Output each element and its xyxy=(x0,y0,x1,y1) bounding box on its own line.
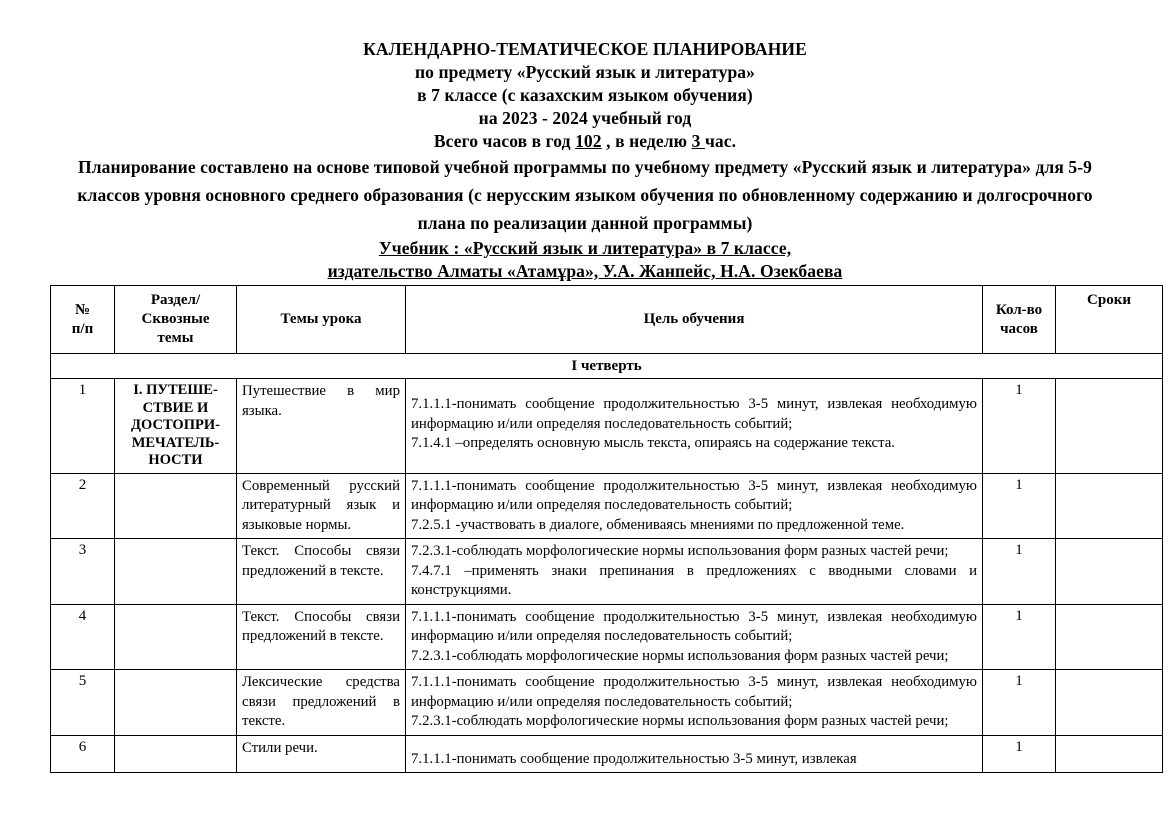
row-hours: 1 xyxy=(983,539,1056,605)
goal-line: 7.1.1.1-понимать сообщение продолжительностью 3-5 минут, извлекая xyxy=(411,750,857,767)
row-dates xyxy=(1056,539,1163,605)
column-header-hours xyxy=(983,286,1056,354)
column-header-hours-line1: Кол-во xyxy=(995,301,1043,318)
column-header-section-line2: Сквозные xyxy=(141,311,210,327)
section-line: ДОСТОПРИ- xyxy=(131,417,220,433)
goal-line: 7.1.1.1-понимать сообщение продолжительностью 3-5 минут, извлекая необходимую информацию и/или определяя последовательность событий; xyxy=(411,396,977,432)
row-goal xyxy=(406,539,983,605)
row-goal xyxy=(406,379,983,474)
row-section xyxy=(115,604,237,670)
goal-line: 7.4.7.1 –применять знаки препинания в предложениях с вводными словами и конструкциями. xyxy=(411,562,977,598)
section-line: I. ПУТЕШЕ- xyxy=(133,382,218,398)
column-header-section xyxy=(115,286,237,354)
goal-line: 7.1.1.1-понимать сообщение продолжительностью 3-5 минут, извлекая необходимую информацию и/или определяя последовательность событий; xyxy=(411,477,977,513)
row-dates xyxy=(1056,735,1163,773)
row-hours: 1 xyxy=(983,604,1056,670)
table-row xyxy=(51,670,1163,736)
textbook-line-1: Учебник : «Русский язык и литература» в 7 классе, xyxy=(378,238,792,258)
row-dates xyxy=(1056,379,1163,474)
row-goal xyxy=(406,735,983,773)
table-row xyxy=(51,539,1163,605)
hours-prefix: Всего часов в год xyxy=(433,131,576,151)
row-hours: 1 xyxy=(983,670,1056,736)
row-goal xyxy=(406,604,983,670)
row-number: 2 xyxy=(51,473,115,539)
row-section xyxy=(115,539,237,605)
row-topic: Лексические средства связи предложений в тексте. xyxy=(237,670,406,736)
goal-line: 7.2.3.1-соблюдать морфологические нормы использования форм разных частей речи; xyxy=(411,543,949,559)
section-line: НОСТИ xyxy=(148,452,203,468)
row-topic: Стили речи. xyxy=(237,735,406,773)
column-header-dates xyxy=(1056,286,1163,354)
row-goal xyxy=(406,670,983,736)
table-header-row xyxy=(51,286,1163,354)
row-dates xyxy=(1056,473,1163,539)
basis-paragraph: Планирование составлено на основе типовой учебной программы по учебному предмету «Русский язык и литература» для 5-9 классов уровня основного среднего образования (с нерусским языком обучения по обновленному содержанию и долгосрочного плана по реализации данной программы) xyxy=(77,157,1093,233)
section-line: МЕЧАТЕЛЬ- xyxy=(131,434,220,451)
subject-line: по предмету «Русский язык и литература» xyxy=(414,62,756,82)
row-section xyxy=(115,473,237,539)
quarter-label: I четверть xyxy=(51,354,1163,379)
document-header xyxy=(0,0,1170,283)
textbook-line-2: издательство Алматы «Атамұра», У.А. Жанпейс, Н.А. Озекбаева xyxy=(327,261,843,281)
goal-line: 7.1.4.1 –определять основную мысль текста, опираясь на содержание текста. xyxy=(411,435,895,451)
goal-line: 7.1.1.1-понимать сообщение продолжительностью 3-5 минут, извлекая необходимую информацию и/или определяя последовательность событий; xyxy=(411,674,977,710)
column-header-topic: Темы урока xyxy=(237,286,406,354)
row-goal xyxy=(406,473,983,539)
table-row xyxy=(51,379,1163,474)
column-header-hours-line2: часов xyxy=(1000,320,1038,337)
row-hours: 1 xyxy=(983,735,1056,773)
hours-per-week-value: 3 xyxy=(691,131,705,151)
row-section xyxy=(115,379,237,474)
document-title: КАЛЕНДАРНО-ТЕМАТИЧЕСКОЕ ПЛАНИРОВАНИЕ xyxy=(363,39,807,59)
column-header-dates-label: Сроки xyxy=(1087,292,1131,308)
row-section xyxy=(115,735,237,773)
row-number: 5 xyxy=(51,670,115,736)
planning-table xyxy=(50,285,1163,773)
goal-line: 7.2.3.1-соблюдать морфологические нормы использования форм разных частей речи; xyxy=(411,647,949,664)
section-line: СТВИЕ И xyxy=(142,399,209,416)
quarter-divider-row xyxy=(51,354,1163,379)
table-row xyxy=(51,473,1163,539)
row-topic: Текст. Способы связи предложений в тексте. xyxy=(237,604,406,670)
planning-table-container xyxy=(50,285,1131,773)
column-header-section-line3: темы xyxy=(157,330,194,346)
column-header-number xyxy=(51,286,115,354)
goal-line: 7.1.1.1-понимать сообщение продолжительностью 3-5 минут, извлекая необходимую информацию и/или определяя последовательность событий; xyxy=(411,608,977,644)
academic-year-line: на 2023 - 2024 учебный год xyxy=(478,108,692,128)
row-topic: Текст. Способы связи предложений в тексте. xyxy=(237,539,406,605)
column-header-section-line1: Раздел/ xyxy=(150,292,201,308)
row-hours: 1 xyxy=(983,379,1056,474)
row-topic: Путешествие в мир языка. xyxy=(237,379,406,474)
row-section xyxy=(115,670,237,736)
row-number: 1 xyxy=(51,379,115,474)
table-row xyxy=(51,604,1163,670)
row-dates xyxy=(1056,670,1163,736)
hours-total-value: 102 xyxy=(575,131,602,151)
column-header-number-line2: п/п xyxy=(71,320,94,337)
table-row xyxy=(51,735,1163,773)
row-hours: 1 xyxy=(983,473,1056,539)
row-number: 3 xyxy=(51,539,115,605)
row-dates xyxy=(1056,604,1163,670)
table-body xyxy=(51,354,1163,773)
goal-line: 7.2.3.1-соблюдать морфологические нормы использования форм разных частей речи; xyxy=(411,713,949,729)
hours-suffix: час. xyxy=(704,131,737,151)
grade-line: в 7 классе (с казахским языком обучения) xyxy=(417,85,753,105)
table-head xyxy=(51,286,1163,354)
row-number: 4 xyxy=(51,604,115,670)
goal-line: 7.2.5.1 -участвовать в диалоге, обмениваясь мнениями по предложенной теме. xyxy=(411,516,905,533)
row-number: 6 xyxy=(51,735,115,773)
hours-line xyxy=(60,130,1110,153)
hours-middle: , в неделю xyxy=(601,131,692,151)
column-header-goal: Цель обучения xyxy=(406,286,983,354)
row-topic: Современный русский литературный язык и языковые нормы. xyxy=(237,473,406,539)
column-header-number-line1: № xyxy=(74,301,91,318)
